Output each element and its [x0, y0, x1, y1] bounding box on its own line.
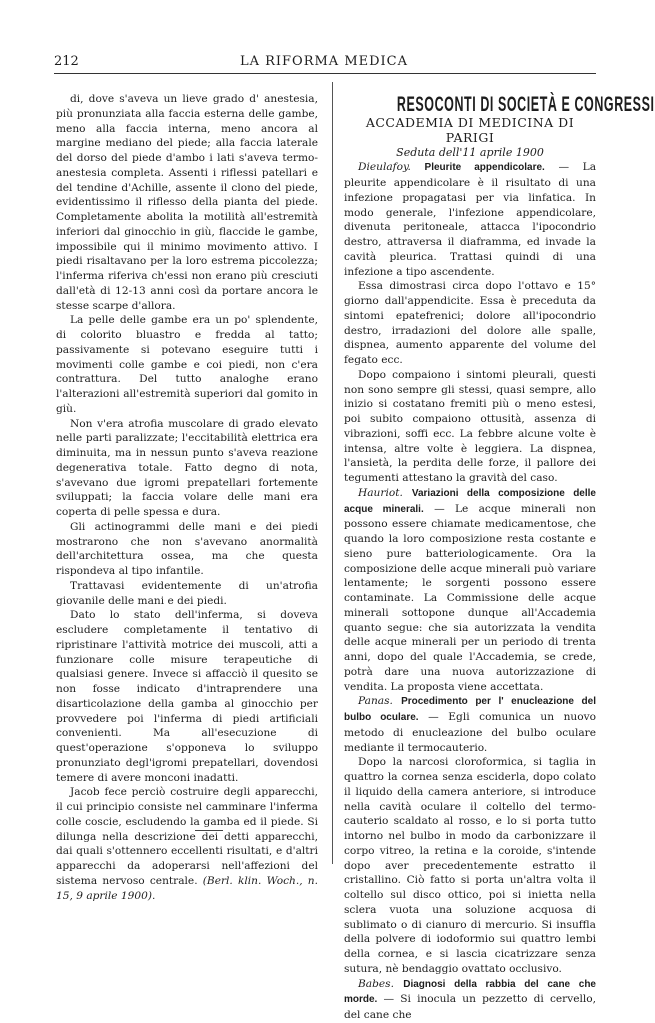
left-column [56, 92, 318, 903]
entry-paragraph: Essa dimostrasi circa dopo l'ottavo e 15° giorno dall'appendicite. Essa è preceduta da sintomi epatefrenici; dolore all'ipocondrio destro, irradazioni del dolore alle spalle, dispnea, aumento apparente del volume del fegato ecc. [344, 280, 596, 366]
paragraph-text: Jacob fece perciò costruire degli apparecchi, il cui principio consiste nel camminare l'inferma colle coscie, escludendo la gamba ed il piede. Si dilunga nella descrizione dei detti apparecchi, dai quali s'ottennero eccellenti risultati, e d'altri apparecchi da adoperarsi nell'affezioni del sistema nervoso centrale. [56, 786, 318, 887]
entry-title: Procedimento per l' enucleazione del bulbo oculare. [344, 696, 596, 723]
paragraph: Non v'era atrofia muscolare di grado elevato nelle parti paralizzate; l'eccitabilità elettrica era diminuita, ma in nessun punto s'aveva reazione degenerativa totale. Fatto degno di nota, s'avevano due igromi prepatellari fortemente sviluppati; la faccia volare delle mani era coperta di pelle spessa e dura. [56, 417, 318, 518]
page-header [54, 54, 594, 74]
session-date: Seduta dell'11 aprile 1900 [396, 145, 544, 159]
paragraph: di, dove s'aveva un lieve grado d' anestesia, più pronunziata alla faccia esterna delle gambe, meno alla faccia interna, meno ancora al margine mediano del piede; alla faccia laterale del dorso del piede d'ambo i lati s'aveva termo-anestesia completa. Assenti i riflessi patellari e del tendine d'Achille, assente il clono del piede, evidentissimo il riflesso della pianta del piede. Completamente abolita la motilità all'estremità inferiori dal ginocchio in giù, flaccide le gambe, impossibile qui il minimo movimento attivo. I piedi risaltavano per la loro estrema piccolezza; l'inferma riferiva ch'essi non erano più cresciuti dall'età di 12-13 anni così da portare ancora le stesse scarpe d'allora. [56, 93, 318, 312]
paragraph: Gli actinogrammi delle mani e dei piedi mostrarono che non s'avevano anormalità dell'architettura ossea, ma che questa rispondeva al tipo infantile. [56, 520, 318, 577]
right-column [344, 92, 655, 1023]
header-rule [54, 73, 596, 74]
journal-title: LA RIFORMA MEDICA [239, 54, 409, 69]
citation: (Berl. klin. Woch., n. 15, 9 aprile 1900). [56, 874, 318, 902]
entry-paragraph: Dopo compaiono i sintomi pleurali, questi non sono sempre gli stessi, quasi sempre, allo inizio si costatano fremiti più o meno estesi, poi subito compaiono ottusità, assenza di vibrazioni, soffi ecc. La febbre alcune volte è intensa, altre volte è leggiera. La dispnea, l'ansietà, la perdita delle forze, il pallore dei tegumenti attestano la gravità del caso. [344, 368, 596, 484]
entry-title: Pleurite appendicolare. [424, 162, 545, 174]
entry-text: — Egli comunica un nuovo metodo di enucleazione del bulbo oculare mediante il termocauterio. [344, 711, 596, 754]
paragraph: Trattavasi evidentemente di un'atrofia giovanile delle mani e dei piedi. [56, 579, 318, 607]
entry-paragraph [344, 486, 596, 695]
entry-title: Diagnosi della rabbia del cane che morde. [344, 978, 596, 1006]
academy-heading: ACCADEMIA DI MEDICINA DI PARIGI [365, 115, 575, 145]
entry-paragraph [344, 160, 596, 279]
paragraph: Dato lo stato dell'inferma, si doveva escludere completamente il tentativo di ripristinare l'attività motrice dei muscoli, atti a funzionare colle misure terapeutiche di qualsiasi genere. Invece si affacciò il quesito se non fosse indicato d'intraprendere una disarticolazione della gamba al ginocchio per provvedere poi l'inferma di piedi artificiali convenienti. Ma all'esecuzione di quest'operazione s'opponeva lo sviluppo pronunziato degl'igromi prepatellari, dovendosi temere di avere monconi inadatti. [56, 609, 318, 784]
entry-author: Dieulafoy. [358, 161, 411, 174]
paragraph: La pelle delle gambe era un po' splendente, di colorito bluastro e fredda al tatto; passivamente si potevano eseguire tutti i movimenti colle gambe e coi piedi, non c'era contrattura. Del tutto analoghe erano l'alterazioni all'estremità superiori dal gomito in giù. [56, 314, 318, 415]
entry-paragraph [344, 694, 596, 755]
entry-author: Panas. [358, 695, 393, 708]
entry-text: — Si inocula un pezzetto di cervello, del cane che [344, 993, 596, 1021]
entry-paragraph [344, 977, 596, 1023]
section-title: RESOCONTI DI SOCIETÀ E CONGRESSI [396, 92, 655, 116]
entry-author: Hauriot. [358, 486, 403, 499]
entry-title: Variazioni della composizione delle acque minerali. [344, 487, 596, 515]
column-divider [332, 82, 333, 864]
end-rule [195, 830, 223, 831]
entry-text: — Le acque minerali non possono essere chiamate medicamentose, che quando la loro composizione resta costante e sieno pure batteriologicamente. Ora la composizione delle acque minerali può variare lentamente; le sorgenti possono essere contaminate. La Commissione delle acque minerali sottopone dunque all'Accademia quanto segue: che sia autorizzata la vendita delle acque minerali per un periodo di trenta anni, dopo del quale l'Accademia, se crede, potrà dare una nuova autorizzazione di vendita. La proposta viene accettata. [344, 502, 596, 693]
paragraph [56, 785, 318, 903]
entry-text: — La pleurite appendicolare è il risultato di una infezione propagatasi per via linfatica. In modo generale, l'infezione appendicolare, divenuta peritoneale, attacca l'ipocondrio destro, attraversa il diaframma, ed invade la cavità pleurica. Trattasi quindi di una infezione a tipo ascendente. [344, 161, 597, 278]
entry-author: Babes. [358, 977, 394, 990]
page-number: 212 [54, 54, 79, 69]
entry-paragraph: Dopo la narcosi cloroformica, si taglia in quattro la cornea senza esciderla, dopo colato il liquido della camera anteriore, si introduce nella cavità oculare il coltello del termo-cauterio scaldato al rosso, e lo si porta tutto intorno nel bulbo in modo da carbonizzare il corpo vitreo, la retina e la coroide, s'intende dopo aver precedentemente estratto il cristallino. Ciò fatto si porta un'altra volta il coltello sul disco ottico, poi si inietta nella sclera vuota una soluzione acquosa di sublimato o di cianuro di mercurio. Si insuffla della polvere di iodoformio sui quattro lembi della cornea, e si lascia cicatrizzare senza sutura, nè bendaggio ovattato occlusivo. [344, 756, 596, 975]
